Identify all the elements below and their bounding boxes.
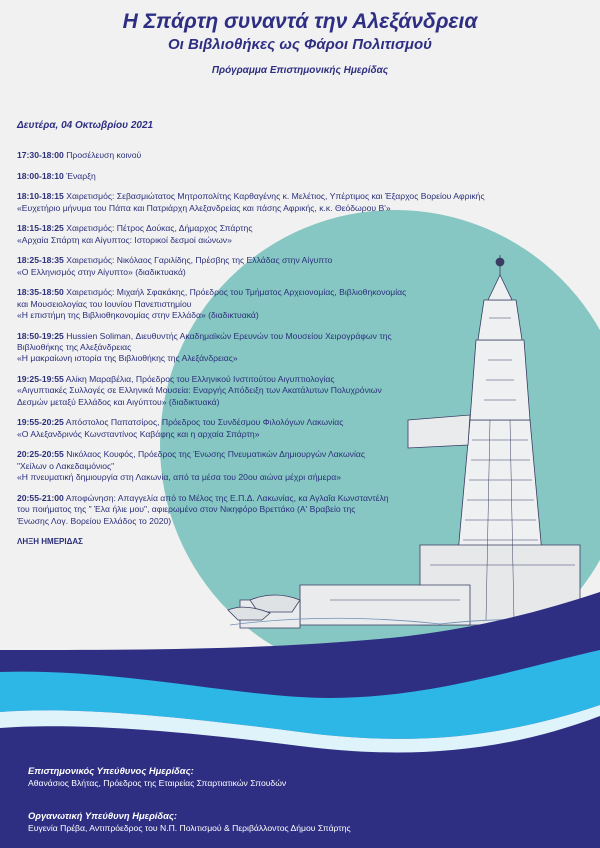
program-time: 17:30-18:00: [17, 150, 64, 160]
program-text: «Η μακραίωνη ιστορία της Βιβλιοθήκης της Αλεξάνδρειας»: [17, 353, 238, 364]
program-text: «Αιγυπτιακές Συλλογές σε Ελληνικά Μουσεία: Εναργής Απόδειξη των Ακατάλυτων Πολυχρόνιων: [17, 385, 382, 396]
program-text: «Ο Ελληνισμός στην Αίγυπτο» (διαδικτυακά): [17, 266, 186, 277]
program-text: Ένωσης Λογ. Βορείου Ελλάδος το 2020): [17, 515, 172, 526]
program-line: [17, 191, 589, 202]
program-text: Έναρξη: [66, 170, 96, 181]
program-item: [17, 223, 589, 246]
program-text: «Ευχετήριο μήνυμα του Πάπα και Πατριάρχη Αλεξανδρείας και πάσης Αφρικής, κ.κ. Θεόδωρου Β'»: [17, 202, 391, 213]
program-line: [17, 417, 589, 428]
program-text: «Αρχαία Σπάρτη και Αίγυπτος: Ιστορικοί δεσμοί αιώνων»: [17, 234, 232, 245]
program-text: Βιβλιοθήκης της Αλεξάνδρειας: [17, 342, 132, 352]
event-date: Δευτέρα, 04 Οκτωβρίου 2021: [17, 120, 154, 131]
program-item: [17, 493, 589, 527]
program-line: [17, 150, 589, 161]
program-time: 19:55-20:25: [17, 417, 64, 428]
scientific-person: Αθανάσιος Βλήτας, Πρόεδρος της Εταιρείας Σπαρτιατικών Σπουδών: [28, 778, 287, 788]
program-item: [17, 191, 589, 214]
program-item: [17, 331, 589, 365]
program-line: [17, 267, 589, 278]
program-line: [17, 299, 589, 310]
program-time: 20:55-21:00: [17, 492, 64, 503]
program-list: [17, 150, 589, 548]
program-line: [17, 331, 589, 342]
program-text: «Η επιστήμη της Βιβλιοθηκονομίας στην Ελλάδα» (διαδικτυακά): [17, 310, 259, 320]
program-line: [17, 449, 589, 460]
program-item: [17, 374, 589, 408]
program-line: [17, 397, 589, 408]
organizing-label: Οργανωτική Υπεύθυνη Ημερίδας:: [28, 810, 178, 821]
program-line: [17, 353, 589, 364]
program-time: 20:25-20:55: [17, 449, 64, 460]
program-text: Αποφώνηση: Απαγγελία από το Μέλος της Ε.Π.Δ. Λακωνίας, κα Αγλαΐα Κωνσταντέλη: [65, 492, 389, 503]
program-time: 18:15-18:25: [17, 223, 64, 234]
program-item: [17, 287, 589, 321]
program-line: [17, 374, 589, 385]
program-time: 18:50-19:25: [17, 330, 64, 341]
program-line: [17, 461, 589, 472]
end-label: ΛΗΞΗ ΗΜΕΡΙΔΑΣ: [17, 537, 83, 547]
program-line: [17, 235, 589, 246]
program-line: [17, 472, 589, 483]
organizing-person: Ευγενία Πρέβα, Αντιπρόεδρος του Ν.Π. Πολιτισμού & Περιβάλλοντος Δήμου Σπάρτης: [28, 823, 351, 833]
program-text: Προσέλευση κοινού: [66, 150, 142, 160]
program-time: 18:00-18:10: [17, 170, 64, 181]
page-subtitle: Οι Βιβλιοθήκες ως Φάροι Πολιτισμού: [168, 36, 432, 53]
program-text: και Μουσειολογίας του Ιουνίου Πανεπιστημίου: [17, 298, 192, 309]
program-text: Νικόλαος Κουφός, Πρόεδρος της Ένωσης Πνευματικών Δημιουργών Λακωνίας: [66, 449, 365, 460]
program-text: «Η πνευματική δημιουργία στη Λακωνία, από τα μέσα του 20ου αιώνα μέχρι σήμερα»: [17, 472, 342, 483]
scientific-label: Επιστημονικός Υπεύθυνος Ημερίδας:: [28, 765, 194, 776]
page-title: Η Σπάρτη συναντά την Αλεξάνδρεια: [122, 10, 478, 33]
program-text: Δεσμών μεταξύ Ελλάδος και Αιγύπτου» (διαδικτυακά): [17, 396, 220, 407]
program-text: Hussien Soliman, Διευθυντής Ακαδημαϊκών Ερευνών του Μουσείου Χειρογράφων της: [66, 330, 392, 341]
program-text: Χαιρετισμός: Μιχαήλ Σφακάκης, Πρόεδρος του Τμήματος Αρχειονομίας, Βιβλιοθηκονομίας: [66, 287, 407, 298]
program-text: Απόστολος Παπατσίρος, Πρόεδρος του Συνδέσμου Φιλολόγων Λακωνίας: [65, 417, 344, 428]
program-text: του ποιήματος της " Έλα ήλιε μου", αφιερωμένο στον Νικηφόρο Βρεττάκο (Α' Βραβείο της: [17, 504, 356, 515]
program-line: [17, 203, 589, 214]
program-item: [17, 150, 589, 161]
program-text: "Χείλων ο Λακεδαιμόνιος": [17, 460, 115, 471]
program-item: [17, 449, 589, 483]
program-time: 18:10-18:15: [17, 191, 64, 202]
program-line: [17, 310, 589, 321]
program-item: [17, 417, 589, 440]
program-line: [17, 171, 589, 182]
program-text: «Ο Αλεξανδρινός Κωνσταντίνος Καβάφης και η αρχαία Σπάρτη»: [17, 428, 260, 439]
program-text: Αλίκη Μαραβέλια, Πρόεδρος του Ελληνικού Ινστιτούτου Αιγυπτιολογίας: [65, 374, 335, 384]
program-line: [17, 255, 589, 266]
program-line: [17, 429, 589, 440]
program-time: 18:35-18:50: [17, 287, 64, 298]
footer: [28, 765, 351, 833]
program-line: [17, 516, 589, 527]
program-item: [17, 171, 589, 182]
program-text: Χαιρετισμός: Νικόλαος Γαριλίδης, Πρέσβης της Ελλάδας στην Αίγυπτο: [66, 255, 333, 266]
program-line: [17, 504, 589, 515]
program-line: [17, 493, 589, 504]
program-line: [17, 287, 589, 298]
program-time: 18:25-18:35: [17, 255, 64, 266]
program-line: [17, 342, 589, 353]
program-line: [17, 223, 589, 234]
program-text: Χαιρετισμός: Πέτρος Δούκας, Δήμαρχος Σπάρτης: [66, 223, 253, 234]
program-line: [17, 385, 589, 396]
program-item: [17, 255, 589, 278]
program-text: Χαιρετισμός: Σεβασμιώτατος Μητροπολίτης Καρθαγένης κ. Μελέτιος, Υπέρτιμος και Έξαρχος Βορείου Αφρικής: [66, 191, 485, 202]
program-time: 19:25-19:55: [17, 374, 64, 384]
program-label: Πρόγραμμα Επιστημονικής Ημερίδας: [211, 65, 389, 76]
